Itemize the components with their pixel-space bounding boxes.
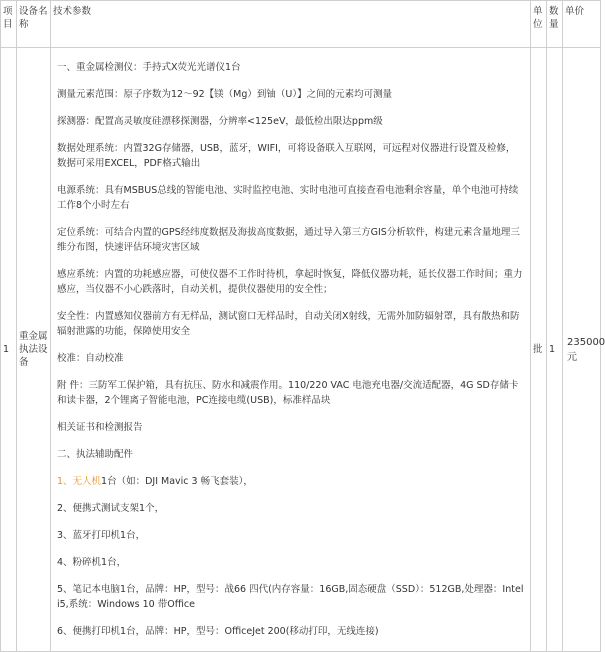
header-index: 项目 [1, 1, 17, 48]
spec-line: 2、便携式测试支架1个， [57, 503, 165, 514]
spec-line: 一、重金属检测仪：手持式X荧光光谱仪1台 [57, 62, 241, 73]
table-row [1, 48, 601, 652]
spec-line-drone [57, 474, 524, 489]
spec-line: 测量元素范围：原子序数为12～92【镁（Mg）到铀（U）】之间的元素均可测量 [57, 89, 393, 100]
row-unit: 批 [531, 48, 547, 652]
spec-cell [51, 48, 531, 652]
header-name: 设备名称 [17, 1, 51, 48]
spec-line: 探测器：配置高灵敏度硅漂移探测器，分辨率<125eV，最低检出限达ppm级 [57, 116, 383, 127]
spec-line: 附 件：三防军工保护箱，具有抗压、防水和减震作用。110/220 VAC 电池充电器/交流适配器，4G SD存储卡和读卡器，2个锂离子智能电池，PC连接电缆(USB)，标准样品块 [57, 380, 519, 406]
row-name: 重金属执法设备 [17, 48, 51, 652]
spec-line: 相关证书和检测报告 [57, 422, 143, 433]
spec-line: 感应系统：内置的功耗感应器，可使仪器不工作时待机，拿起时恢复，降低仪器功耗，延长仪器工作时间；重力感应，当仪器不小心跌落时，自动关机，提供仪器使用的安全性； [57, 269, 523, 295]
row-price: 235000元 [563, 48, 601, 652]
spec-line: 安全性：内置感知仪器前方有无样品，测试窗口无样品时，自动关闭X射线，无需外加防辐射罩，具有散热和防辐射泄露的功能，保障使用安全 [57, 311, 520, 337]
header-unit: 单位 [531, 1, 547, 48]
spec-line: 二、执法辅助配件 [57, 449, 134, 460]
drone-text: 1台（如：DJI Mavic 3 畅飞套装）， [101, 476, 253, 487]
spec-line: 3、蓝牙打印机1台， [57, 530, 146, 541]
drone-highlight: 1、无人机 [57, 476, 102, 487]
header-price: 单价 [563, 1, 601, 48]
spec-line: 定位系统：可结合内置的GPS经纬度数据及海拔高度数据，通过导入第三方GIS分析软件，构建元素含量地理三维分布图，快速评估环境灾害区域 [57, 227, 520, 253]
row-index: 1 [1, 48, 17, 652]
header-qty: 数量 [547, 1, 563, 48]
spec-line: 电源系统：具有MSBUS总线的智能电池、实时监控电池、实时电池可直接查看电池剩余容量，单个电池可持续工作8个小时左右 [57, 185, 519, 211]
spec-line: 5、笔记本电脑1台，品牌：HP，型号：战66 四代(内存容量：16GB,固态硬盘（SSD）：512GB,处理器：Intel i5,系统：Windows 10 带Office [57, 584, 524, 610]
header-spec: 技术参数 [51, 1, 531, 48]
spec-line: 4、粉碎机1台， [57, 557, 127, 568]
spec-line: 6、便携打印机1台，品牌：HP，型号：OfficeJet 200(移动打印，无线连接) [57, 626, 379, 637]
spec-line: 数据处理系统：内置32G存储器，USB，蓝牙，WIFI，可将设备联入互联网，可远程对仪器进行设置及检修，数据可采用EXCEL，PDF格式输出 [57, 143, 516, 169]
spec-line: 校准：自动校准 [57, 353, 124, 364]
row-qty: 1 [547, 48, 563, 652]
header-row [1, 1, 601, 48]
